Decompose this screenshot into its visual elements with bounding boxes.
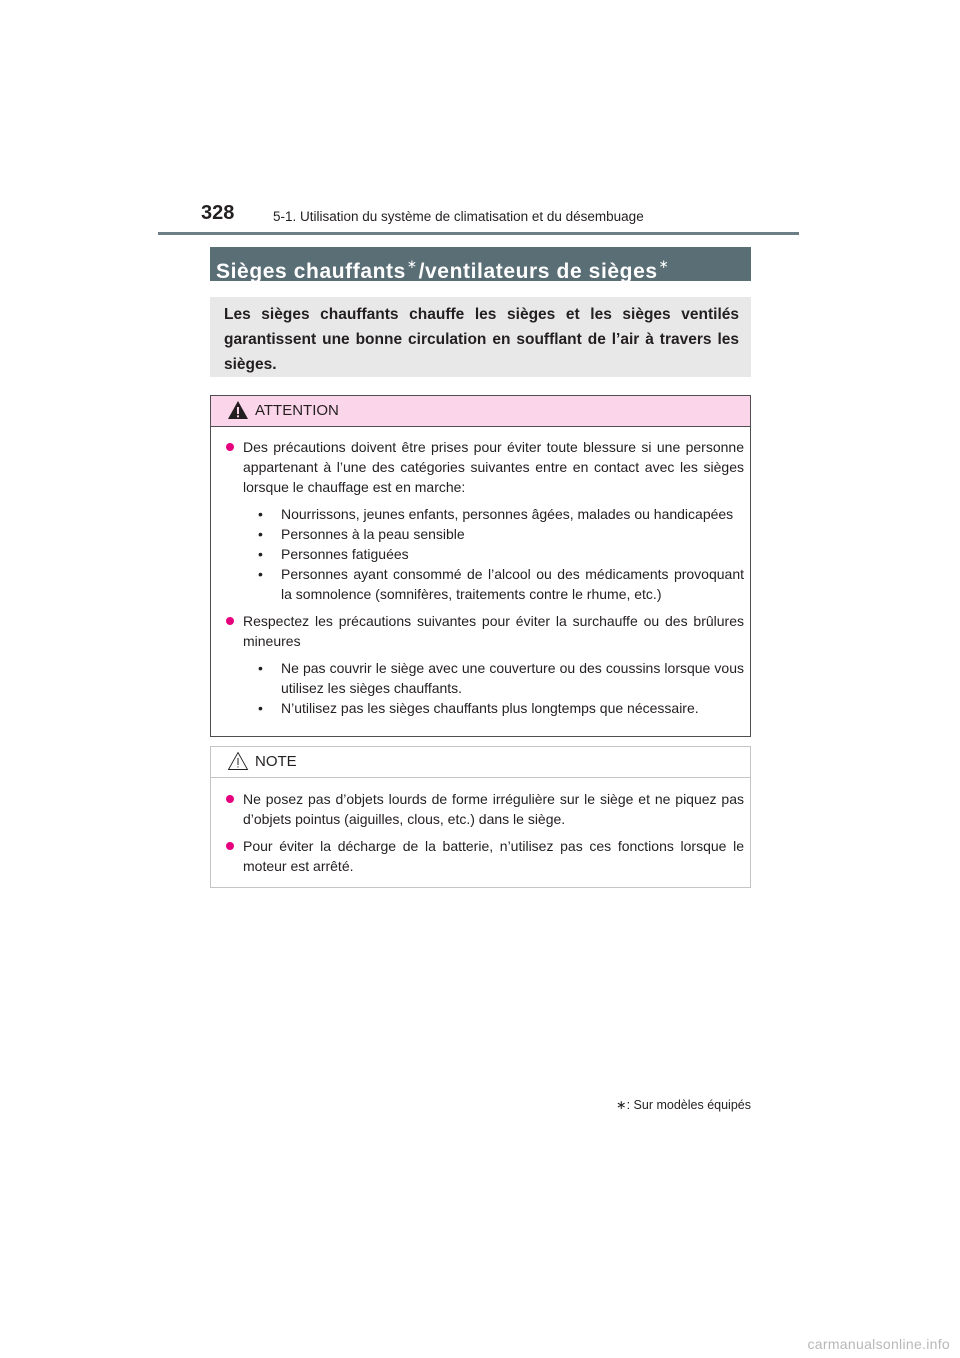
asterisk-mark: ∗	[406, 257, 418, 271]
warning-outline-triangle-icon	[227, 751, 249, 771]
page-title	[210, 247, 751, 281]
sub-list	[243, 658, 744, 718]
sub-item: • Personnes ayant consommé de l’alcool ou des médicaments provoquant la somnolence (somnifères, traitements contre le rhume, etc.)	[243, 564, 744, 604]
attention-item	[220, 437, 744, 604]
attention-item-text: Des précautions doivent être prises pour éviter toute blessure si une personne appartenant à l’une des catégories suivantes entre en contact avec les sièges lorsque le chauffage est en marche:	[243, 439, 744, 495]
note-body	[211, 778, 750, 876]
section-title: 5-1. Utilisation du système de climatisation et du désembuage	[273, 209, 644, 224]
sub-item: • Nourrissons, jeunes enfants, personnes âgées, malades ou handicapées	[243, 504, 744, 524]
attention-header	[211, 396, 750, 427]
watermark: carmanualsonline.info	[807, 1336, 950, 1352]
note-item	[220, 789, 744, 829]
intro-summary: Les sièges chauffants chauffe les sièges et les sièges ventilés garantissent une bonne circulation en soufflant de l’air à travers les sièges.	[210, 297, 751, 377]
footnote	[602, 1097, 751, 1112]
bullet-dot	[226, 795, 234, 803]
sub-item: • Personnes à la peau sensible	[243, 524, 744, 544]
sub-item: • N’utilisez pas les sièges chauffants plus longtemps que nécessaire.	[243, 698, 744, 718]
page-number: 328	[201, 202, 235, 224]
attention-body	[211, 427, 750, 718]
bullet-dot	[226, 617, 234, 625]
sub-item: • Personnes fatiguées	[243, 544, 744, 564]
title-part-2: /ventilateurs de sièges	[418, 260, 658, 281]
note-item	[220, 836, 744, 876]
attention-label: ATTENTION	[255, 402, 339, 419]
attention-panel	[210, 395, 751, 737]
header-divider	[158, 232, 799, 235]
sub-item: • Ne pas couvrir le siège avec une couverture ou des coussins lorsque vous utilisez les sièges chauffants.	[243, 658, 744, 698]
footnote-text: : Sur modèles équipés	[626, 1098, 751, 1112]
note-panel	[210, 746, 751, 888]
attention-item-text: Respectez les précautions suivantes pour éviter la surchauffe ou des brûlures mineures	[243, 613, 744, 649]
bullet-dot	[226, 842, 234, 850]
title-part-1: Sièges chauffants	[216, 260, 406, 281]
note-item-text: Ne posez pas d’objets lourds de forme irrégulière sur le siège et ne piquez pas d’objets pointus (aiguilles, clous, etc.) dans le siège.	[243, 791, 744, 827]
page-header	[0, 0, 960, 240]
warning-triangle-icon	[227, 400, 249, 420]
attention-item	[220, 611, 744, 718]
bullet-dot	[226, 443, 234, 451]
asterisk-mark: ∗	[616, 1098, 627, 1112]
note-item-text: Pour éviter la décharge de la batterie, n’utilisez pas ces fonctions lorsque le moteur est arrêté.	[243, 838, 744, 874]
note-label: NOTE	[255, 753, 297, 770]
asterisk-mark: ∗	[658, 257, 670, 271]
note-header	[211, 747, 750, 778]
sub-list	[243, 504, 744, 604]
